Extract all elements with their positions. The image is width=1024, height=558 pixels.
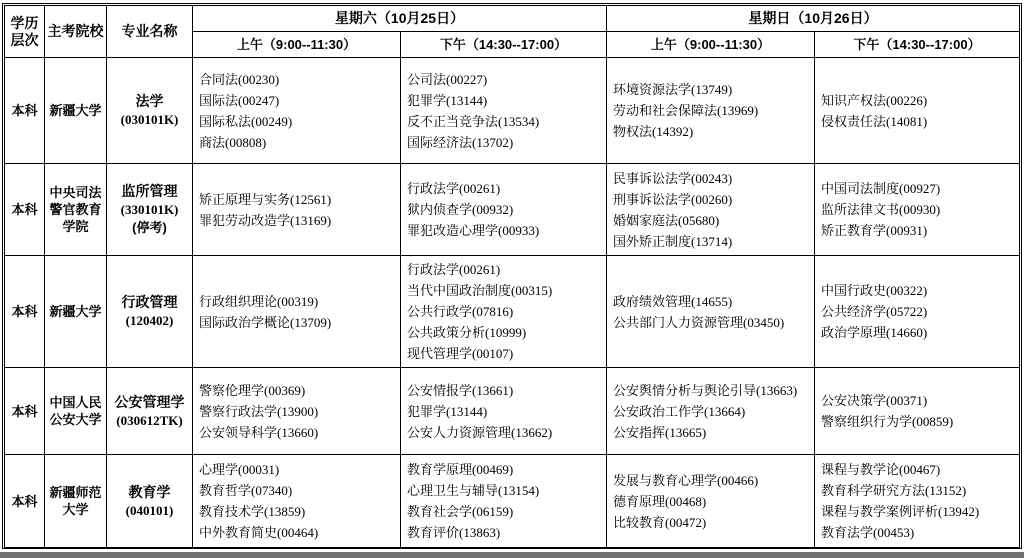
sun-pm-courses — [815, 164, 1020, 256]
course-item: 发展与教育心理学(00466) — [613, 472, 759, 488]
header-sat-am: 上午（9:00--11:30） — [193, 32, 401, 58]
course-item: 罪犯改造心理学(00933) — [407, 223, 540, 238]
course-item: 教育技术学(13859) — [199, 504, 306, 519]
course-item: 知识产权法(00226) — [821, 92, 928, 108]
header-school: 主考院校 — [45, 6, 107, 58]
table-row — [5, 164, 1020, 256]
table-row — [5, 455, 1020, 548]
major-name: 法学 — [135, 93, 164, 109]
course-item: 物权法(14392) — [613, 124, 694, 139]
major-cell — [107, 256, 193, 368]
school-cell: 中国人民公安大学 — [45, 368, 107, 455]
level-cell: 本科 — [5, 256, 45, 368]
major-name: 行政管理 — [121, 294, 178, 310]
course-item: 公共政策分析(10999) — [407, 325, 527, 340]
major-cell — [107, 455, 193, 548]
major-code: (030612TK) — [116, 412, 183, 428]
course-item: 警察行政法学(13900) — [199, 403, 319, 419]
sat-am-courses — [193, 455, 401, 548]
sun-am-courses — [607, 58, 815, 164]
school-cell: 新疆师范大学 — [45, 455, 107, 548]
course-item: 公共经济学(05722) — [821, 304, 928, 319]
course-item: 监所法律文书(00930) — [821, 202, 941, 217]
course-item: 公安决策学(00371) — [821, 393, 928, 408]
sun-am-courses — [607, 455, 815, 548]
course-item: 合同法(00230) — [199, 71, 280, 87]
course-item: 比较教育(00472) — [613, 514, 707, 530]
course-item: 心理学(00031) — [199, 462, 280, 477]
major-name: 公安管理学 — [114, 393, 185, 410]
major-code: (330101K) — [120, 202, 179, 217]
major-note: (停考) — [132, 220, 167, 235]
course-item: 教育学原理(00469) — [407, 462, 514, 477]
course-item: 中外教育简史(00464) — [199, 525, 319, 540]
course-item: 行政法学(00261) — [407, 262, 501, 277]
course-item: 警察伦理学(00369) — [199, 382, 306, 398]
header-major: 专业名称 — [107, 6, 193, 58]
course-item: 矫正原理与实务(12561) — [199, 191, 332, 207]
header-sunday: 星期日（10月26日） — [607, 6, 1020, 32]
header-level: 学历层次 — [5, 6, 45, 58]
course-item: 公安舆情分析与舆论引导(13663) — [613, 382, 798, 398]
major-cell — [107, 58, 193, 164]
level-cell: 本科 — [5, 164, 45, 256]
course-item: 公安领导科学(13660) — [199, 424, 319, 440]
sun-am-courses — [607, 256, 815, 368]
course-item: 公安指挥(13665) — [613, 424, 707, 440]
school-cell: 中央司法警官教育学院 — [45, 164, 107, 256]
header-sun-am: 上午（9:00--11:30） — [607, 32, 815, 58]
schedule-table-frame — [2, 3, 1022, 549]
course-item: 国际私法(00249) — [199, 113, 293, 129]
major-cell — [107, 368, 193, 455]
major-name: 教育学 — [128, 483, 171, 500]
table-row — [5, 256, 1020, 368]
header-sun-pm: 下午（14:30--17:00） — [815, 32, 1020, 58]
sat-am-courses — [193, 58, 401, 164]
course-item: 中国行政史(00322) — [821, 283, 928, 298]
course-item: 侵权责任法(14081) — [821, 113, 928, 129]
sat-pm-courses — [401, 455, 607, 548]
sun-pm-courses — [815, 368, 1020, 455]
course-item: 中国司法制度(00927) — [821, 181, 941, 196]
course-item: 公共行政学(07816) — [407, 304, 514, 319]
sat-am-courses — [193, 256, 401, 368]
course-item: 婚姻家庭法(05680) — [613, 212, 720, 228]
course-item: 劳动和社会保障法(13969) — [613, 103, 759, 118]
course-item: 教育法学(00453) — [821, 525, 915, 540]
course-item: 犯罪学(13144) — [407, 92, 488, 108]
course-item: 犯罪学(13144) — [407, 403, 488, 419]
sat-am-courses — [193, 164, 401, 256]
school-cell: 新疆大学 — [45, 58, 107, 164]
header-row-days — [5, 6, 1020, 32]
sun-pm-courses — [815, 455, 1020, 548]
major-code: (040101) — [125, 502, 174, 518]
course-item: 国际法(00247) — [199, 92, 280, 108]
major-name: 监所管理 — [121, 183, 178, 199]
course-item: 环境资源法学(13749) — [613, 82, 733, 97]
header-sat-pm: 下午（14:30--17:00） — [401, 32, 607, 58]
sat-pm-courses — [401, 58, 607, 164]
course-item: 现代管理学(00107) — [407, 346, 514, 361]
sun-am-courses — [607, 368, 815, 455]
major-cell — [107, 164, 193, 256]
course-item: 反不正当竞争法(13534) — [407, 113, 540, 129]
course-item: 公安人力资源管理(13662) — [407, 424, 553, 440]
course-item: 德育原理(00468) — [613, 493, 707, 509]
course-item: 行政组织理论(00319) — [199, 293, 319, 309]
header-saturday: 星期六（10月25日） — [193, 6, 607, 32]
sat-pm-courses — [401, 368, 607, 455]
window-bottom-edge — [0, 552, 1024, 558]
sat-am-courses — [193, 368, 401, 455]
sun-am-courses — [607, 164, 815, 256]
course-item: 公共部门人力资源管理(03450) — [613, 314, 785, 330]
course-item: 教育评价(13863) — [407, 525, 501, 540]
sat-pm-courses — [401, 164, 607, 256]
sat-pm-courses — [401, 256, 607, 368]
level-cell: 本科 — [5, 58, 45, 164]
course-item: 公司法(00227) — [407, 71, 488, 87]
level-cell: 本科 — [5, 455, 45, 548]
sun-pm-courses — [815, 58, 1020, 164]
major-code: (120402) — [125, 313, 174, 328]
table-row — [5, 58, 1020, 164]
course-item: 心理卫生与辅导(13154) — [407, 483, 540, 498]
course-item: 政府绩效管理(14655) — [613, 293, 733, 309]
course-item: 矫正教育学(00931) — [821, 223, 928, 238]
course-item: 课程与教学案例评析(13942) — [821, 504, 980, 519]
course-item: 公安政治工作学(13664) — [613, 403, 746, 419]
course-item: 教育科学研究方法(13152) — [821, 483, 967, 498]
exam-schedule-table — [4, 5, 1020, 548]
course-item: 行政法学(00261) — [407, 181, 501, 196]
course-item: 国际政治学概论(13709) — [199, 314, 332, 330]
course-item: 罪犯劳动改造学(13169) — [199, 212, 332, 228]
school-cell: 新疆大学 — [45, 256, 107, 368]
level-cell: 本科 — [5, 368, 45, 455]
course-item: 商法(00808) — [199, 134, 267, 150]
course-item: 狱内侦查学(00932) — [407, 202, 514, 217]
course-item: 教育社会学(06159) — [407, 504, 514, 519]
course-item: 国外矫正制度(13714) — [613, 233, 733, 249]
course-item: 国际经济法(13702) — [407, 134, 514, 150]
course-item: 教育哲学(07340) — [199, 483, 293, 498]
course-item: 警察组织行为学(00859) — [821, 414, 954, 429]
course-item: 公安情报学(13661) — [407, 382, 514, 398]
table-row — [5, 368, 1020, 455]
course-item: 当代中国政治制度(00315) — [407, 283, 553, 298]
course-item: 课程与教学论(00467) — [821, 462, 941, 477]
course-item: 民事诉讼法学(00243) — [613, 170, 733, 186]
course-item: 刑事诉讼法学(00260) — [613, 191, 733, 207]
course-item: 政治学原理(14660) — [821, 325, 928, 340]
major-code: (030101K) — [120, 112, 179, 127]
sun-pm-courses — [815, 256, 1020, 368]
